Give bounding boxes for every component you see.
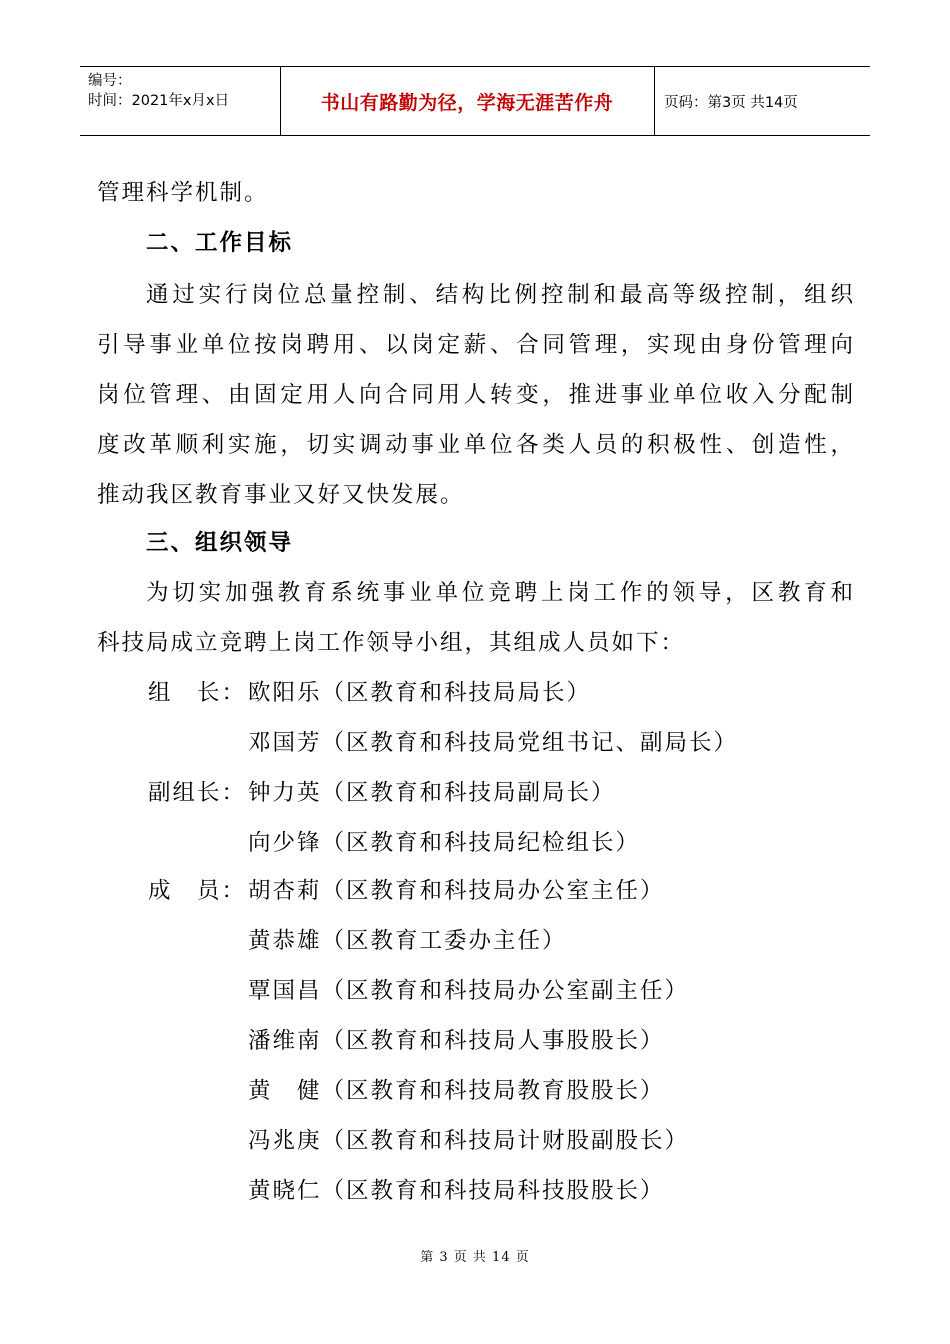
paragraph-line: 推动我区教育事业又好又快发展。 — [97, 482, 465, 508]
member-name: 冯兆庚（区教育和科技局计财股副股长） — [248, 1128, 690, 1154]
paragraph-line: 科技局成立竞聘上岗工作领导小组，其组成人员如下： — [97, 630, 686, 656]
paragraph-line: 岗位管理、由固定用人向合同用人转变，推进事业单位收入分配制 — [97, 382, 853, 408]
member-name: 邓国芳（区教育和科技局党组书记、副局长） — [248, 730, 739, 756]
paragraph-line: 引导事业单位按岗聘用、以岗定薪、合同管理，实现由身份管理向 — [97, 332, 853, 358]
member-name: 潘维南（区教育和科技局人事股股长） — [248, 1028, 665, 1054]
document-header — [80, 66, 870, 136]
member-name: 胡杏莉（区教育和科技局办公室主任） — [248, 878, 665, 904]
page-footer: 第 3 页 共 14 页 — [420, 1250, 530, 1265]
member-name: 黄晓仁（区教育和科技局科技股股长） — [248, 1178, 665, 1204]
member-role: 成 员： — [148, 878, 247, 904]
time-label: 时间：2021年x月x日 — [88, 93, 230, 109]
paragraph-line: 通过实行岗位总量控制、结构比例控制和最高等级控制，组织 — [146, 282, 853, 308]
header-meta — [88, 71, 229, 111]
section-heading: 三、组织领导 — [146, 530, 294, 556]
member-name: 钟力英（区教育和科技局副局长） — [248, 780, 616, 806]
member-role: 组 长： — [148, 680, 247, 706]
number-label: 编号： — [88, 73, 132, 89]
member-name: 欧阳乐（区教育和科技局局长） — [248, 680, 592, 706]
header-motto: 书山有路勤为径，学海无涯苦作舟 — [320, 91, 614, 114]
section-heading: 二、工作目标 — [146, 230, 294, 256]
member-name: 黄 健（区教育和科技局教育股股长） — [248, 1078, 665, 1104]
member-name: 覃国昌（区教育和科技局办公室副主任） — [248, 978, 690, 1004]
member-name: 向少锋（区教育和科技局纪检组长） — [248, 830, 641, 856]
paragraph-line: 度改革顺利实施，切实调动事业单位各类人员的积极性、创造性， — [97, 432, 853, 458]
header-page-code: 页码：第3页 共14页 — [664, 94, 798, 111]
member-name: 黄恭雄（区教育工委办主任） — [248, 928, 567, 954]
paragraph-line: 管理科学机制。 — [97, 180, 269, 206]
member-role: 副组长： — [148, 780, 247, 806]
paragraph-line: 为切实加强教育系统事业单位竞聘上岗工作的领导，区教育和 — [146, 580, 853, 606]
header-divider — [654, 67, 655, 135]
